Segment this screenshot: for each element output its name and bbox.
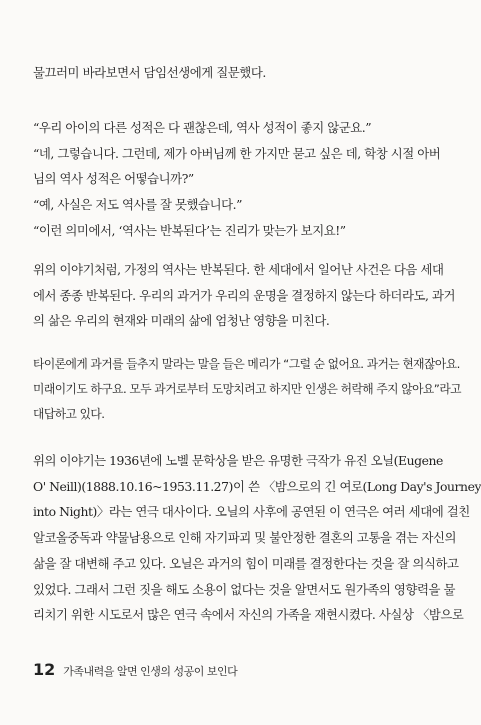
text-line: 위의 이야기는 1936년에 노벨 문학상을 받은 유명한 극작가 유진 오닐(Eugene (33, 453, 443, 468)
quote-line: 미래이기도 하구요. 모두 과거로부터 도망치려고 하지만 인생은 허락해 주지 않아요”라고 (33, 382, 462, 397)
text-line: O' Neill)(1888.10.16~1953.11.27)이 쓴 〈밤으로의 긴 여로(Long Day's Journey (33, 478, 481, 494)
quote-line: 타이론에게 과거를 들추지 말라는 말을 들은 메리가 “그럴 순 없어요. 과거는 현재잖아요. (33, 357, 460, 371)
text-line: into Night)〉라는 연극 대사이다. 오닐의 사후에 공연된 이 연극은 여러 세대에 걸친 (33, 504, 470, 520)
text-line: 에서 종종 반복된다. 우리의 과거가 우리의 운명을 결정하지 않는다 하더라도, 과거 (33, 287, 456, 303)
dialogue-block (33, 115, 441, 244)
play-quote-paragraph (33, 352, 462, 428)
oneill-paragraph (33, 448, 481, 628)
running-book-title: 가족내력을 알면 인생의 성공이 보인다 (63, 665, 238, 678)
dialogue-line: “우리 아이의 다른 성적은 다 괜찮은데, 역사 성적이 좋지 않군요.” (33, 120, 372, 135)
text-line: 리치기 위한 시도로서 많은 연극 속에서 자신의 가족을 재현시켰다. 사실상 〈밤으로 (33, 607, 464, 623)
page-footer (33, 662, 237, 679)
dialogue-line: 님의 역사 성적은 어떻습니까?” (33, 171, 194, 187)
text-line: 물끄러미 바라보면서 담임선생에게 질문했다. (33, 65, 266, 80)
text-line: 위의 이야기처럼, 가정의 역사는 반복된다. 한 세대에서 일어난 사건은 다음 세대 (33, 262, 444, 277)
page-number: 12 (33, 660, 56, 679)
text-line: 의 삶은 우리의 현재와 미래의 삶에 엄청난 영향을 미친다. (33, 313, 330, 329)
text-line: 알코올중독과 약물남용으로 인해 자기파괴 및 불안정한 결혼의 고통을 겪는 자신의 (33, 530, 457, 546)
dialogue-line: “이런 의미에서, ‘역사는 반복된다’는 진리가 맞는가 보지요!” (33, 222, 346, 238)
dialogue-line: “네, 그렇습니다. 그런데, 제가 아버님께 한 가지만 묻고 싶은 데, 학창 시절 아버 (33, 145, 441, 161)
text-line: 삶을 잘 대변해 주고 있다. 오닐은 과거의 힘이 미래를 결정한다는 것을 잘 의식하고 (33, 555, 459, 571)
opening-line (33, 60, 426, 86)
history-paragraph (33, 257, 456, 334)
text-line: 있었다. 그래서 그런 짓을 해도 소용이 없다는 것을 알면서도 원가족의 영향력을 물 (33, 581, 456, 597)
dialogue-line: “예, 사실은 저도 역사를 잘 못했습니다.” (33, 197, 242, 213)
quote-line: 대답하고 있다. (33, 407, 105, 422)
